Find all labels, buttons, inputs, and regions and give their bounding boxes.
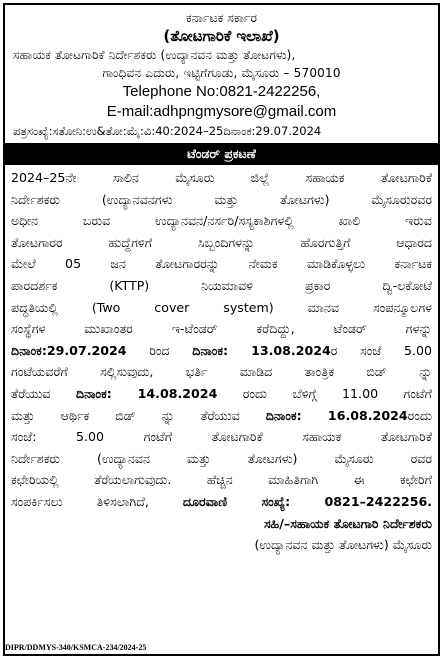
body-line xyxy=(11,491,432,513)
body-line: ಮೇಲೆ 05 ಜನ ತೋಟಗಾರರನ್ನು ನೇಮಕ ಮಾಡಿಕೊಳ್ಳಲು ಕರ್ನಾಟಕ xyxy=(11,256,432,272)
body-line: ಪಾರದರ್ಶಕ (KTTP) ನಿಯಮಾವಳಿ ಪ್ರಕಾರ ದ್ವಿ-ಲಕೋಟೆ xyxy=(11,277,432,293)
signature-office: (ಉದ್ಯಾನವನ ಮತ್ತು ತೋಟಗಳು) ಮೈಸೂರು xyxy=(254,537,432,553)
office-name: ಸಹಾಯಕ ತೋಟಗಾರಿಕೆ ನಿರ್ದೇಶಕರು (ಉದ್ಯಾನವನ ಮತ್ತು ತೋಟಗಳು), xyxy=(13,48,296,62)
notice-body xyxy=(5,165,438,513)
email: E-mail:adhpngmysore@gmail.com xyxy=(106,103,337,120)
signature-line: ಸಹಿ/–ಸಹಾಯಕ ತೋಟಗಾರಿ ನಿರ್ದೇಶಕರು xyxy=(263,515,432,531)
body-line xyxy=(11,383,432,405)
body-line xyxy=(11,405,432,427)
body-line xyxy=(11,340,432,362)
text: ಸಂಪರ್ಕಿಸಲು ತಿಳಿಸಲಾಗಿದೆ, xyxy=(11,493,183,509)
telephone: Telephone No:0821-2422256, xyxy=(122,83,321,100)
text: ಮತ್ತು ಆರ್ಥಿಕ ಬಿಡ್ ನ್ನು ತೆರೆಯುವ xyxy=(11,407,266,423)
body-line: ನಿರ್ದೇಶಕರು (ಉದ್ಯಾನವನಗಳು ಮತ್ತು ತೋಟಗಳು) ಮೈಸೂರುರವರ xyxy=(11,191,432,207)
financial-bid-date: ದಿನಾಂಕ: 16.08.2024 xyxy=(265,407,408,423)
start-date: ದಿನಾಂಕ:29.07.2024 xyxy=(11,342,127,358)
government-name: ಕರ್ನಾಟಕ ಸರ್ಕಾರ xyxy=(186,10,257,25)
technical-bid-date: ದಿನಾಂಕ: 14.08.2024 xyxy=(75,385,218,401)
body-line: 2024–25ನೇ ಸಾಲಿನ ಮೈಸೂರು ಜಿಲ್ಲೆ ಸಹಾಯಕ ತೋಟಗಾರಿಕೆ xyxy=(11,170,432,185)
body-line: ಪದ್ಧತಿಯಲ್ಲಿ (Two cover system) ಮಾನವ ಸಂಪನ್ಮೂಲಗಳ xyxy=(11,299,432,315)
department-name: (ತೋಟಗಾರಿಕೆ ಇಲಾಖೆ) xyxy=(163,27,280,45)
text: ರ ಸಂಜೆ 5.00 xyxy=(330,342,432,358)
body-line: ಕಛೇರಿಯಲ್ಲಿ ತೆರೆಯಲಾಗುವುದು. ಹೆಚ್ಚಿನ ಮಾಹಿತಿಗಾಗಿ ಈ ಕಛೇರಿಗೆ xyxy=(11,472,432,488)
end-date: ದಿನಾಂಕ: 13.08.2024 xyxy=(192,342,331,358)
body-line: ನಿರ್ದೇಶಕರು (ಉದ್ಯಾನವನ ಮತ್ತು ತೋಟಗಳು) ಮೈಸೂರು ರವರ xyxy=(11,450,432,466)
body-line: ಸಂಜೆ: 5.00 ಗಂಟೆಗೆ ತೋಟಗಾರಿಕೆ ಸಹಾಯಕ ತೋಟಗಾರಿಕೆ xyxy=(11,429,432,445)
reference-number: ಪತ್ರಸಂಖ್ಯೆ:ಸತೋನಿ:ಉ&ತೋ:ಮೈ:ವಿ:40:2024–25ದಿನಾಂಕ:29.07.2024 xyxy=(13,124,322,138)
body-line: ತೋಟಗಾರರ ಹುದ್ದೆಗಳಿಗೆ ಸಿಬ್ಬಂದಿಗಳನ್ನು ಹೊರಗುತ್ತಿಗೆ ಆಧಾರದ xyxy=(11,234,432,250)
text: ರಂದು ಬೆಳಿಗ್ಗೆ 11.00 ಗಂಟೆಗೆ xyxy=(217,385,432,401)
contact-phone: ದೂರವಾಣಿ ಸಂಖ್ಯೆ: 0821–2422256. xyxy=(182,493,432,509)
body-line: ಸಂಸ್ಥೆಗಳ ಮುಖಾಂತರ ಇ-ಟೆಂಡರ್ ಕರೆದಿದ್ದು, ಟೆಂಡರ್ ಗಳನ್ನು xyxy=(11,321,432,337)
text: ರಿಂದ xyxy=(126,342,193,358)
office-address: ಗಾಂಧಿವನ ಎದುರು, ಇಟ್ಟಿಗೆಗೂಡು, ಮೈಸೂರು – 570010 xyxy=(102,66,341,80)
text: ರಂದು xyxy=(407,407,432,423)
notice-title: ಟೆಂಡರ್ ಪ್ರಕಟಣೆ xyxy=(5,143,438,165)
release-code: DIPR/DDMYS-340/KSMCA-234/2024-25 xyxy=(5,643,147,652)
body-line: ಗಂಟೆಯವರೆಗೆ ಸಲ್ಲಿಸುವುದು, ಭರ್ತಿ ಮಾಡಿದ ತಾಂತ್ರಿಕ ಬಿಡ್ ನ್ನು xyxy=(11,364,432,380)
tender-notice xyxy=(3,3,440,656)
text: ತೆರೆಯುವ xyxy=(11,385,76,401)
body-line: ಅಧೀನ ಬರುವ ಉದ್ಯಾನವನ/ನರ್ಸರಿ/ಸಸ್ಯಕಾಶಿಗಳಲ್ಲಿ ಖಾಲಿ ಇರುವ xyxy=(11,213,432,229)
